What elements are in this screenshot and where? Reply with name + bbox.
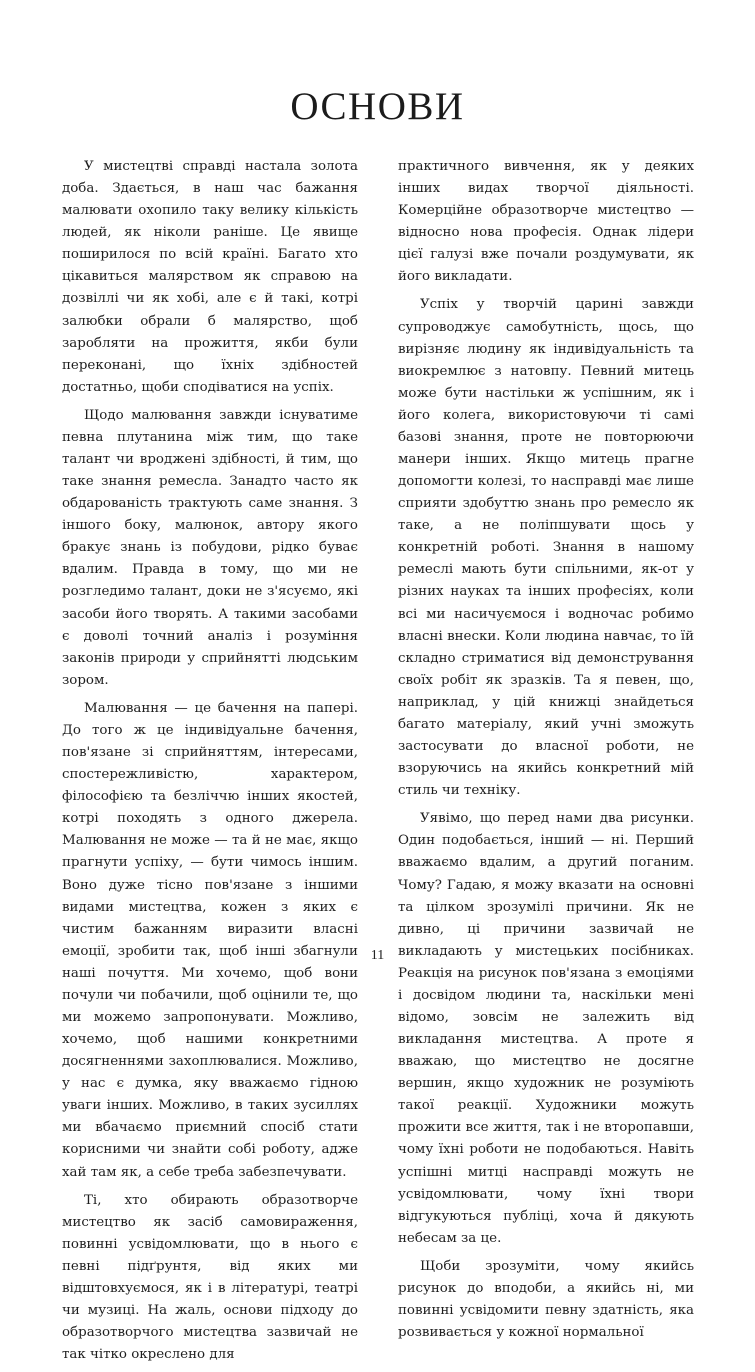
paragraph: У мистецтві справді настала золота доба. Здається, в наш час бажання малювати охопило таку велику кількість людей, як ніколи раніше. Це явище поширилося по всій країні. Багато хто цікавиться малярством як справою на дозвіллі чи як хобі, але є й такі, котрі залюбки обрали б малярство, щоб заробляти на прожиття, якби були переконані, що їхніх здібностей достатньо, щоби сподіватися на успіх. xyxy=(62,159,358,395)
page-number: 11 xyxy=(370,948,385,963)
paragraph: Щодо малювання завжди існуватиме певна плутанина між тим, що таке талант чи вроджені здібності, й тим, що таке знання ремесла. Занадто часто як обдарованість трактують саме знання. З іншого боку, малюнок, автору якого бракує знань із побудови, рідко буває вдалим. Правда в тому, що ми не розгледимо талант, доки не з'ясуємо, які засоби його творять. А такими засобами є доволі точний аналіз і розуміння законів природи у сприйнятті людським зором. xyxy=(62,407,358,688)
page-title: ОСНОВИ xyxy=(290,85,465,128)
text-column-right xyxy=(398,156,694,1350)
paragraph: Ті, хто обирають образотворче мистецтво як засіб самовираження, повинні усвідомлювати, що в нього є певні підґрунтя, від яких ми відштовхуємося, як і в літературі, театрі чи музиці. На жаль, основи підходу до образотворчого мистецтва зазвичай не так чітко окреслено для xyxy=(62,1192,358,1363)
paragraph: Щоби зрозуміти, чому якийсь рисунок до вподоби, а якийсь ні, ми повинні усвідомити певну здатність, яка розвивається у кожної нормальної xyxy=(398,1258,694,1341)
paragraph: Успіх у творчій царині завжди супроводжує самобутність, щось, що вирізняє людину як індивідуальність та виокремлює з натовпу. Певний митець може бути настільки ж успішним, як і його колега, використовуючи ті самі базові знання, проте не повторюючи манери інших. Якщо митець прагне допомогти колезі, то насправді має лише сприяти здобуттю знань про ремесло як таке, а не поліпшувати щось у конкретній роботі. Знання в нашому ремеслі мають бути спільними, як-от у різних науках та інших професіях, коли всі ми насичуємося і водночас робимо власні внески. Коли людина навчає, то їй складно стриматися від демонстрування своїх робіт як зразків. Та я певен, що, наприклад, у цій книжці знайдеться багато матеріалу, який учні зможуть застосувати до власної роботи, не взоруючись на якийсь конкретний мій стиль чи техніку. xyxy=(398,297,694,799)
paragraph: Уявімо, що перед нами два рисунки. Один подобається, інший — ні. Перший вважаємо вдалим, а другий поганим. Чому? Гадаю, я можу вказати на основні та цілком зрозумілі причини. Як не дивно, ці причини зазвичай не викладають у мистецьких посібниках. Реакція на рисунок пов'язана з емоціями і досвідом людини та, наскільки мені відомо, зовсім не залежить від викладання мистецтва. А проте я вважаю, що мистецтво не досягне вершин, якщо художник не розуміють такої реакції. Художники можуть прожити все життя, так і не второпавши, чому їхні роботи не подобаються. Навіть успішні митці насправді можуть не усвідомлювати, чому їхні твори відгукуються публіці, хоча й дякують небесам за це. xyxy=(398,811,694,1246)
text-column-left xyxy=(62,156,358,1372)
paragraph: практичного вивчення, як у деяких інших видах творчої діяльності. Комерційне образотворче мистецтво — відносно нова професія. Однак лідери цієї галузі вже почали роздумувати, як його викладати. xyxy=(398,159,694,285)
paragraph: Малювання — це бачення на папері. До того ж це індивідуальне бачення, пов'язане зі сприйняттям, інтересами, спостережливістю, характером, філософією та безліччю інших якостей, котрі походять з одного джерела. Малювання не може — та й не має, якщо прагнути успіху, — бути чимось іншим. Воно дуже тісно пов'язане з іншими видами мистецтва, кожен з яких є чистим бажанням виразити власні емоції, зробити так, щоб інші збагнули наші почуття. Ми хочемо, щоб вони почули чи побачили, щоб оцінили те, що ми можемо запропонувати. Можливо, хочемо, щоб нашими конкретними досягненнями захоплювалися. Можливо, у нас є думка, яку вважаємо гідною уваги інших. Можливо, в таких зусиллях ми вбачаємо приємний спосіб стати корисними чи знайти собі роботу, адже хай там як, а себе треба забезпечувати. xyxy=(62,700,358,1180)
